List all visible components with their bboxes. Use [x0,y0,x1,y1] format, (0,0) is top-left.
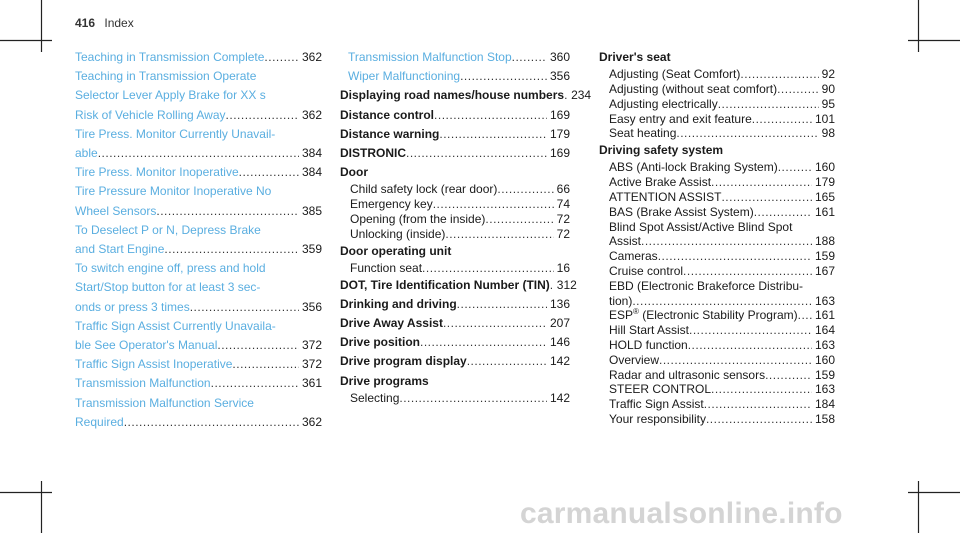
entry-label [340,295,457,314]
index-entry [599,67,835,82]
page-ref[interactable]: 66 [556,182,570,197]
entry-label[interactable] [75,48,264,67]
dot-leader [497,182,553,197]
index-entry [599,294,835,309]
entry-text: Radar and ultrasonic sensors [609,367,766,382]
index-entry[interactable] [75,144,322,163]
dot-leader [156,202,299,221]
index-entry[interactable] [75,374,322,393]
index-entry [599,205,835,220]
dot-leader [765,368,812,383]
dot-leader [704,397,812,412]
entry-label [609,397,704,412]
entry-label[interactable] [75,106,226,125]
index-heading-entry [340,352,570,371]
entry-label[interactable] [75,298,190,317]
index-entry-line[interactable]: Teaching in Transmission Operate [75,69,257,84]
page-ref[interactable]: 184 [814,397,835,412]
entry-text: Hill Start Assist [609,323,690,338]
entry-label [609,323,689,338]
page-ref[interactable]: 164 [814,323,835,338]
entry-text: Required [75,414,124,429]
entry-text: and Start Engine [75,242,165,257]
entry-label [340,106,434,125]
index-entry-line[interactable]: Selector Lever Apply Brake for XX s [75,88,266,103]
entry-text: Traffic Sign Assist Inoperative [75,357,233,372]
dot-leader [798,308,812,323]
entry-label [350,197,433,212]
index-entry [599,412,835,427]
dot-leader [777,82,819,97]
entry-text: BAS (Brake Assist System) [609,204,754,219]
entry-text: Drive position [340,335,421,350]
page-ref[interactable]: 163 [814,337,835,352]
index-column-3 [599,48,835,427]
entry-text: Seat heating [609,126,677,141]
index-entry[interactable] [75,202,322,221]
dot-leader [226,106,299,125]
index-entry [599,264,835,279]
entry-label [609,234,641,249]
index-entry [599,112,835,127]
page-ref[interactable]: 312 [556,277,577,292]
dot-leader [754,205,812,220]
entry-text: Unlocking (inside) [350,226,446,241]
entry-label[interactable] [75,202,156,221]
index-entry-line[interactable]: Traffic Sign Assist Currently Unavaila- [75,318,276,333]
index-entry-line[interactable]: To switch engine off, press and hold [75,261,266,276]
entry-text: Transmission Malfunction [75,376,211,391]
dot-leader [689,323,812,338]
index-entry [599,82,835,97]
entry-label [609,126,676,141]
entry-label[interactable] [75,163,239,182]
dot-leader [211,374,299,393]
dot-leader [217,336,299,355]
entry-text: Risk of Vehicle Rolling Away [75,107,226,122]
dot-leader [164,240,299,259]
entry-label [609,382,711,397]
entry-text: Transmission Malfunction Stop [348,50,512,64]
entry-label[interactable] [75,355,232,374]
page-ref[interactable]: 146 [549,335,570,350]
index-entry[interactable] [75,163,322,182]
index-entry [599,368,835,383]
index-heading: Drive programs [340,373,429,388]
dot-leader [683,264,812,279]
page-ref[interactable]: 356 [549,69,570,84]
index-heading-entry [340,314,570,333]
page-ref[interactable]: 179 [814,175,835,190]
entry-text: ATTENTION ASSIST [609,189,722,204]
index-entry[interactable] [75,336,322,355]
index-entry-line: EBD (Electronic Brakeforce Distribu- [609,278,804,293]
dot-leader [264,48,299,67]
dot-leader [778,160,812,175]
entry-label [609,112,752,127]
page-ref[interactable]: 92 [821,67,835,82]
index-entry [340,391,570,406]
dot-leader [399,391,547,406]
page-ref[interactable]: 74 [556,197,570,212]
dot-leader [434,106,547,125]
entry-text: DISTRONIC [340,146,406,161]
index-entry [599,353,835,368]
entry-text: Displaying road names/house numbers [340,88,565,103]
index-entry-line[interactable]: Transmission Malfunction Service [75,395,254,410]
entry-text: Active Brake Assist [609,175,712,190]
page-ref[interactable]: 90 [821,82,835,96]
entry-label[interactable] [75,240,164,259]
entry-text: Selecting [350,390,400,405]
entry-text: Adjusting (without seat comfort) [609,82,778,96]
index-entry [340,227,570,242]
entry-text: ABS (Anti-lock Braking System) [609,160,778,175]
entry-label[interactable] [348,48,512,67]
index-heading-entry [340,333,570,352]
index-entry[interactable] [75,48,322,67]
page-ref[interactable]: 207 [549,316,570,331]
entry-label [350,391,399,406]
entry-label [609,294,632,309]
dot-leader [422,261,554,276]
dot-leader [190,298,299,317]
index-entry-line: Blind Spot Assist/Active Blind Spot [609,219,793,234]
entry-label [609,353,659,368]
dot-leader [457,295,547,314]
entry-text: HOLD function [609,337,688,352]
section-title: Index [104,16,134,30]
page-ref[interactable]: 384 [301,165,322,180]
index-entry-line[interactable]: To Deselect P or N, Depress Brake [75,222,261,237]
index-entry [599,397,835,412]
page-ref[interactable]: 160 [814,352,835,367]
dot-leader [98,144,299,163]
dot-leader [239,163,299,182]
entry-text: Traffic Sign Assist [609,397,704,412]
entry-text: Teaching in Transmission Complete [75,50,265,64]
entry-text: ESP [609,308,634,323]
entry-text: tion) [609,293,633,308]
entry-label [609,67,740,82]
index-entry[interactable] [75,106,322,125]
page-ref[interactable]: 160 [814,160,835,175]
watermark: carmanualsonline.info [520,497,843,530]
page-ref[interactable]: 179 [549,126,570,141]
registered-mark: ® [633,307,639,317]
entry-label [609,308,798,323]
entry-label [609,205,754,220]
index-entry [340,261,570,276]
entry-text: Opening (from the inside) [350,212,486,227]
dot-leader [512,48,547,67]
page-ref[interactable]: 188 [814,234,835,249]
index-heading-entry [340,86,592,105]
dot-leader [676,126,818,141]
page-ref[interactable]: 142 [549,354,570,369]
entry-text: Overview [609,352,660,367]
page-ref[interactable]: 372 [301,357,322,372]
entry-label [340,276,550,295]
page-ref[interactable]: 359 [301,242,322,257]
entry-label [609,160,778,175]
index-heading-entry [340,276,577,295]
entry-text: DOT, Tire Identification Number (TIN) [340,277,550,292]
index-entry [599,126,835,141]
index-entry[interactable] [75,240,322,259]
index-heading-entry [340,106,570,125]
page-ref[interactable]: 165 [814,189,835,204]
entry-text: Drive Away Assist [340,316,443,331]
page-ref[interactable]: 95 [821,96,835,111]
index-entry [599,323,835,338]
entry-text: Emergency key [350,197,433,212]
entry-text: Wiper Malfunctioning [348,69,461,84]
entry-text: Tire Press. Monitor Inoperative [75,165,239,180]
page-ref[interactable]: 98 [821,126,835,141]
dot-leader [659,353,812,368]
page-ref[interactable]: 361 [301,376,322,391]
entry-label[interactable] [75,144,98,163]
page-ref[interactable]: 169 [549,107,570,122]
page-ref[interactable]: 72 [556,226,570,241]
entry-label [340,125,439,144]
index-entry [599,249,835,264]
page-ref[interactable]: 161 [814,204,835,219]
index-entry [340,182,570,197]
entry-text: Distance warning [340,126,440,141]
entry-text: Your responsibility [609,411,706,426]
entry-label [350,212,485,227]
page-ref[interactable]: 72 [556,212,570,227]
entry-label [609,368,765,383]
page-ref[interactable]: 372 [301,338,322,353]
dot-leader [752,112,812,127]
entry-label [609,97,718,112]
index-entry [599,338,835,353]
entry-text: Wheel Sensors [75,203,157,218]
dot-leader [460,67,547,86]
index-entry [599,190,835,205]
index-entry[interactable] [75,355,322,374]
entry-text: Adjusting electrically [609,96,718,111]
page-ref[interactable]: 163 [814,382,835,397]
index-heading-entry [340,295,570,314]
index-column-2 [340,48,592,406]
entry-label [350,261,422,276]
index-entry [599,308,835,323]
page-header [75,16,134,30]
dot-leader [658,249,812,264]
dot-leader [485,212,553,227]
index-entry [599,160,835,175]
dot-leader [711,175,812,190]
dot-leader [688,338,812,353]
page-ref[interactable]: 362 [301,107,322,122]
entry-text: Function seat [350,260,423,275]
index-entry-line[interactable]: Start/Stop button for at least 3 sec- [75,280,261,295]
page-ref[interactable]: 234 [571,88,592,103]
index-heading: Door operating unit [340,243,452,258]
page-ref[interactable]: 385 [301,203,322,218]
entry-text: ble See Operator's Manual [75,338,218,353]
entry-label [609,249,658,264]
entry-text: Cruise control [609,263,684,278]
entry-label [340,314,443,333]
page-ref[interactable]: 136 [549,296,570,311]
index-entry[interactable] [340,67,570,86]
entry-label[interactable] [348,67,460,86]
entry-label [340,352,467,371]
entry-text: Cameras [609,249,658,264]
index-entry [599,234,835,249]
index-entry [599,175,835,190]
dot-leader [406,144,547,163]
index-entry [599,97,835,112]
dot-leader [443,314,547,333]
page-ref[interactable]: 101 [814,111,835,126]
index-entry-line[interactable]: Tire Pressure Monitor Inoperative No [75,184,272,199]
entry-label[interactable] [75,374,211,393]
page-ref[interactable]: 384 [301,146,322,161]
page-ref[interactable]: 360 [549,50,570,64]
entry-label [609,82,777,97]
index-column-1 [75,48,322,432]
entry-label[interactable] [75,336,217,355]
entry-label [350,227,445,242]
entry-text: onds or press 3 times [75,299,190,314]
index-heading: Door [340,165,368,180]
dot-leader [740,67,818,82]
page-ref[interactable]: 142 [549,390,570,405]
index-entry[interactable] [75,413,322,432]
page-ref[interactable]: 159 [814,249,835,264]
dot-leader [718,97,819,112]
page-ref[interactable]: 163 [814,293,835,308]
page-ref[interactable]: 169 [549,146,570,161]
entry-text: Child safety lock (rear door) [350,182,498,197]
page-number: 416 [75,16,96,30]
dot-leader [467,352,547,371]
dot-leader [706,412,812,427]
index-heading: Driver's seat [599,50,671,64]
dot-leader [124,413,299,432]
page-ref[interactable]: 161 [814,308,835,323]
entry-text: Drive program display [340,354,467,369]
entry-label [609,412,706,427]
dot-leader [420,333,547,352]
entry-label [609,190,721,205]
dot-leader [445,227,553,242]
page-ref[interactable]: 362 [301,50,322,64]
dot-leader [641,234,812,249]
entry-label [340,86,564,105]
entry-text: Drinking and driving [340,296,457,311]
entry-text: Distance control [340,107,435,122]
index-entry [340,212,570,227]
entry-text: Assist [609,234,642,249]
dot-leader [232,355,299,374]
entry-label[interactable] [75,413,124,432]
entry-label [609,338,688,353]
dot-leader [721,190,812,205]
index-entry [599,382,835,397]
page-ref[interactable]: 167 [814,263,835,278]
entry-text: STEER CONTROL [609,382,712,397]
dot-leader [433,197,554,212]
index-heading-entry [340,144,570,163]
entry-text-cont: (Electronic Stability Program) [638,308,798,323]
page-ref[interactable]: 356 [301,299,322,314]
index-entry-line[interactable]: Tire Press. Monitor Currently Unavail- [75,126,276,141]
entry-text: Easy entry and exit feature [609,111,752,126]
index-entry [340,197,570,212]
page-ref[interactable]: 362 [301,414,322,429]
entry-label [340,333,420,352]
index-heading-entry [340,125,570,144]
entry-label [609,175,711,190]
entry-label [350,182,497,197]
page-ref[interactable]: 16 [556,260,570,275]
index-heading: Driving safety system [599,143,724,158]
entry-text: Adjusting (Seat Comfort) [609,67,741,82]
entry-label [340,144,406,163]
dot-leader [632,294,812,309]
page-ref[interactable]: 158 [814,411,835,426]
dot-leader [439,125,547,144]
entry-text: able [75,146,98,161]
dot-leader [711,382,812,397]
entry-label [609,264,683,279]
index-entry[interactable] [75,298,322,317]
index-entry[interactable] [340,48,570,67]
page-ref[interactable]: 159 [814,367,835,382]
